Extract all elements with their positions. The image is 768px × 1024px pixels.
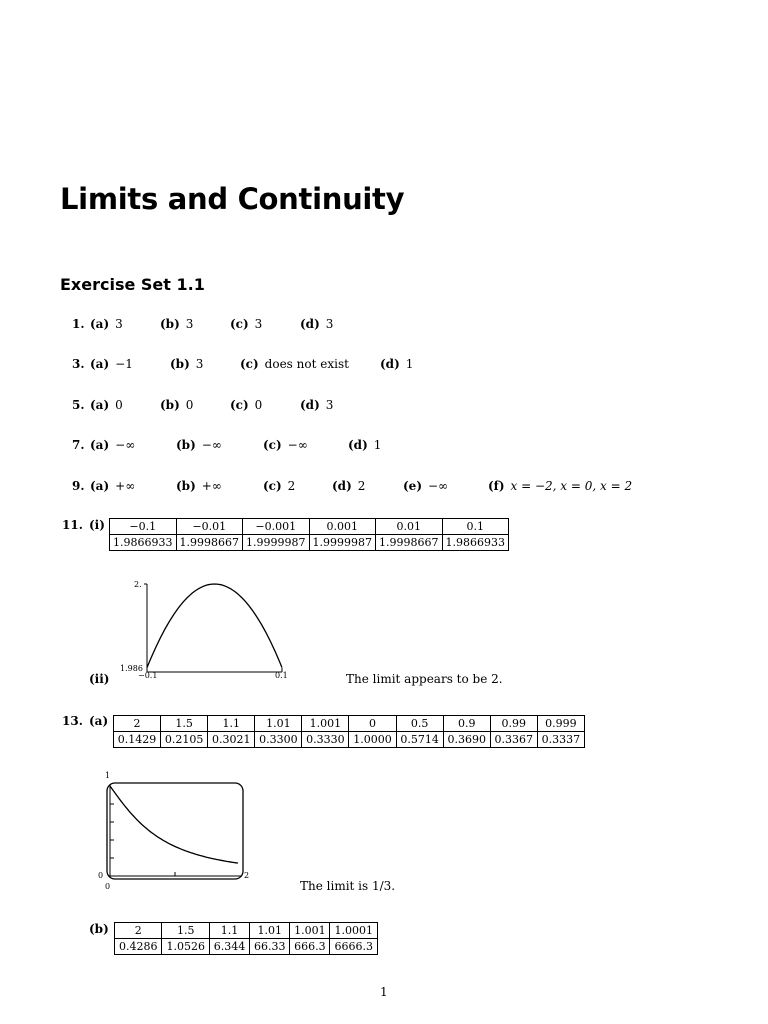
graph-frame [107, 783, 243, 879]
x-axis-right-label: 2 [244, 871, 250, 880]
graph-axes [147, 584, 282, 672]
y-axis-top-label: 1 [105, 771, 111, 780]
table-cell: −0.1 [110, 519, 177, 535]
answer-part: (d) 1 [380, 357, 414, 371]
table-cell: 0.2105 [161, 732, 208, 748]
answer-part: (b) +∞ [176, 479, 222, 493]
answer-part: (d) 3 [300, 317, 334, 331]
table-cell: 1.9999987 [309, 535, 376, 551]
answer-part: (a) +∞ [90, 479, 136, 493]
answer-part: (a) 0 [90, 398, 123, 412]
answer-part: (c) 3 [230, 317, 263, 331]
answer-part: (e) −∞ [403, 479, 449, 493]
values-table [109, 518, 509, 551]
table-cell: 0.9 [443, 716, 490, 732]
answer-part: (a) −∞ [90, 438, 136, 452]
table-cell: 6.344 [209, 939, 249, 955]
table-cell: 0.5 [396, 716, 443, 732]
table-cell: 0 [349, 716, 396, 732]
answer-part: (d) 1 [348, 438, 382, 452]
table-cell: 1.0000 [349, 732, 396, 748]
table-cell: 1.1 [209, 923, 249, 939]
table-cell: 0.3690 [443, 732, 490, 748]
table-cell: 0.3330 [302, 732, 349, 748]
table-cell: 1.5 [162, 923, 209, 939]
table-cell: 0.01 [376, 519, 443, 535]
table-cell: 66.33 [250, 939, 290, 955]
table-cell: 0.001 [309, 519, 376, 535]
answer-part: (b) −∞ [176, 438, 222, 452]
table-cell: 666.3 [290, 939, 330, 955]
answer-part: (a) −1 [90, 357, 133, 371]
table-cell: 0.3367 [490, 732, 537, 748]
table-cell: 1.9999987 [243, 535, 310, 551]
x-axis-right-label: 0.1 [275, 671, 288, 680]
table-cell: 1.01 [250, 923, 290, 939]
answer-part: (c) 2 [263, 479, 296, 493]
table-cell: 0.999 [537, 716, 584, 732]
table-row-x [114, 716, 585, 732]
table-cell: 1.9866933 [110, 535, 177, 551]
exercise-number: 5. [72, 398, 85, 412]
limit-graph-13 [96, 768, 256, 892]
table-cell: 1.01 [255, 716, 302, 732]
table-cell: 0.4286 [115, 939, 162, 955]
part-label: (ii) [89, 672, 110, 686]
table-cell: 6666.3 [330, 939, 378, 955]
answer-part: (b) 0 [160, 398, 194, 412]
values-table-a [113, 715, 585, 748]
table-row-x [115, 923, 378, 939]
answer-part: (c) 0 [230, 398, 263, 412]
y-axis-bottom-label: 0 [98, 871, 104, 880]
table-row-y [110, 535, 509, 551]
table-cell: 1.001 [290, 923, 330, 939]
exercise-number: 9. [72, 479, 85, 493]
table-cell: 2 [114, 716, 161, 732]
answer-part: (b) 3 [170, 357, 204, 371]
table-cell: 1.001 [302, 716, 349, 732]
table-cell: 1.9998667 [376, 535, 443, 551]
exercise-number: 7. [72, 438, 85, 452]
function-curve [147, 584, 282, 668]
part-label: (a) [89, 714, 109, 728]
table-cell: 1.9866933 [442, 535, 509, 551]
exercise-number: 1. [72, 317, 85, 331]
table-cell: 1.0001 [330, 923, 378, 939]
page-number: 1 [380, 985, 388, 999]
answer-part: (d) 3 [300, 398, 334, 412]
table-cell: 0.1429 [114, 732, 161, 748]
table-row-y [114, 732, 585, 748]
table-cell: 1.0526 [162, 939, 209, 955]
y-axis-bottom-label: 1.986 [120, 664, 143, 673]
answer-part: (d) 2 [332, 479, 366, 493]
table-cell: 0.1 [442, 519, 509, 535]
table-cell: 0.5714 [396, 732, 443, 748]
exercise-number: 3. [72, 357, 85, 371]
table-row-x [110, 519, 509, 535]
table-cell: −0.01 [176, 519, 243, 535]
table-cell: 0.3337 [537, 732, 584, 748]
answer-part: (a) 3 [90, 317, 123, 331]
table-cell: 0.3300 [255, 732, 302, 748]
answer-part: (b) 3 [160, 317, 194, 331]
x-axis-left-label: 0 [105, 882, 111, 891]
table-cell: 0.3021 [208, 732, 255, 748]
chapter-title: Limits and Continuity [60, 182, 405, 216]
limit-graph-11 [110, 572, 300, 684]
table-cell: 1.5 [161, 716, 208, 732]
part-label: (b) [89, 922, 109, 936]
table-cell: 2 [115, 923, 162, 939]
x-axis-left-label: −0.1 [138, 671, 158, 680]
table-cell: 0.99 [490, 716, 537, 732]
conclusion-text: The limit appears to be 2. [346, 672, 503, 686]
table-cell: 1.1 [208, 716, 255, 732]
answer-part: (c) does not exist [240, 357, 349, 371]
answer-part: (f) x = −2, x = 0, x = 2 [488, 479, 633, 493]
conclusion-text: The limit is 1/3. [300, 879, 396, 893]
answer-part: (c) −∞ [263, 438, 308, 452]
exercise-number: 13. [62, 714, 83, 728]
table-cell: −0.001 [243, 519, 310, 535]
table-row-y [115, 939, 378, 955]
table-cell: 1.9998667 [176, 535, 243, 551]
y-axis-top-label: 2. [134, 580, 142, 589]
function-curve [110, 786, 238, 863]
section-title: Exercise Set 1.1 [60, 275, 205, 294]
part-label: (i) [89, 518, 105, 532]
values-table-b [114, 922, 378, 955]
exercise-number: 11. [62, 518, 83, 532]
